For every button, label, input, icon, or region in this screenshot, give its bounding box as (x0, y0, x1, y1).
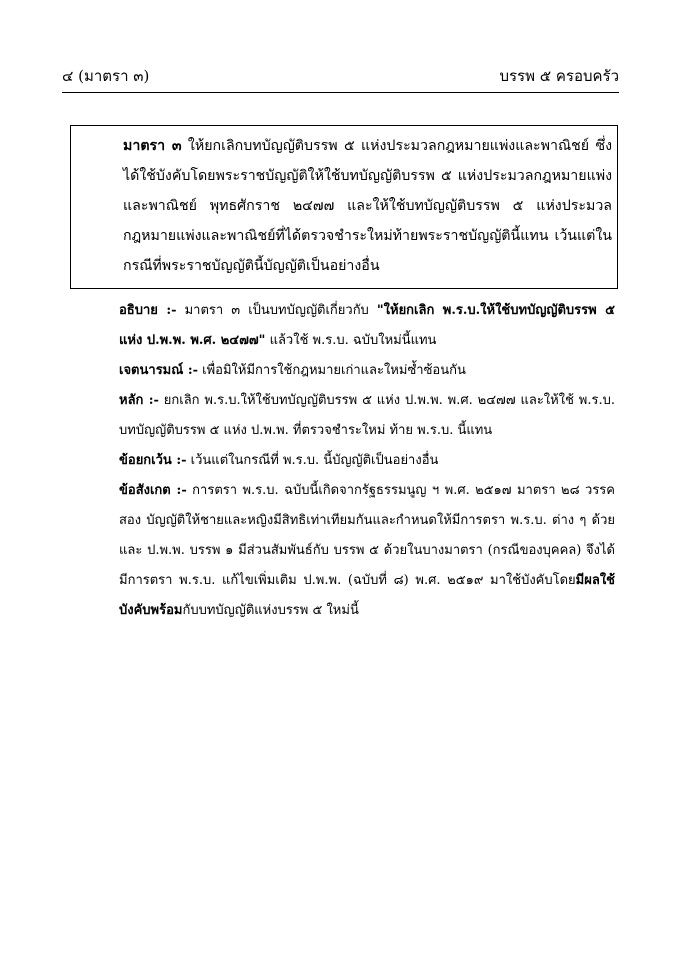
explanation-text: มาตรา ๓ เป็นบทบัญญัติเกี่ยวกับ (176, 303, 377, 318)
page-number-section: ๔ (มาตรา ๓) (62, 67, 150, 85)
commentary (77, 296, 615, 626)
principle-text: ยกเลิก พ.ร.บ.ให้ใช้บทบัญญัติบรรพ ๕ แห่ง ป.พ.พ. พ.ศ. ๒๔๗๗ และให้ใช้ พ.ร.บ. บทบัญญัติบรรพ ๕ แห่ง ป.พ.พ. ที่ตรวจชำระใหม่ ท้าย พ.ร.บ. นี้แทน (119, 393, 615, 438)
intent-label: เจตนารมณ์ :- (119, 363, 199, 378)
observation-paragraph (77, 476, 615, 626)
page-header (62, 62, 619, 93)
explanation-label: อธิบาย :- (119, 303, 177, 318)
section-label: มาตรา ๓ (123, 138, 182, 154)
exception-label: ข้อยกเว้น :- (119, 453, 187, 468)
principle-paragraph (77, 386, 615, 446)
explanation-paragraph (77, 296, 615, 356)
principle-label: หลัก :- (119, 393, 159, 408)
intent-paragraph (77, 356, 615, 386)
explanation-quote: "ให้ยกเลิก พ.ร.บ.ให้ใช้บทบัญญัติบรรพ ๕ แห่ง ป.พ.พ. พ.ศ. ๒๔๗๗" (119, 303, 615, 348)
exception-paragraph (77, 446, 615, 476)
exception-text: เว้นแต่ในกรณีที่ พ.ร.บ. นี้บัญญัติเป็นอย่างอื่น (186, 453, 439, 468)
observation-label: ข้อสังเกต :- (119, 483, 187, 498)
observation-text: การตรา พ.ร.บ. ฉบับนี้เกิดจากรัฐธรรมนูญ ฯ พ.ศ. ๒๕๑๗ มาตรา ๒๘ วรรคสอง บัญญัติให้ชายและหญิงมีสิทธิเท่าเทียมกันและกำหนดให้มีการตรา พ.ร.บ. ต่าง ๆ ด้วย และ ป.พ.พ. บรรพ ๑ มีส่วนสัมพันธ์กับ บรรพ ๕ ด้วยในบางมาตรา (กรณีของบุคคล) จึงได้มีการตรา พ.ร.บ. แก้ไขเพิ่มเติม ป.พ.พ. (ฉบับที่ ๘) พ.ศ. ๒๕๑๙ มาใช้บังคับโดย (119, 483, 615, 588)
observation-tail: กับบทบัญญัติแห่งบรรพ ๕ ใหม่นี้ (182, 603, 359, 618)
chapter-title: บรรพ ๕ ครอบครัว (499, 67, 619, 85)
section-text-box (70, 125, 618, 289)
section-text: ให้ยกเลิกบทบัญญัติบรรพ ๕ แห่งประมวลกฎหมายแพ่งและพาณิชย์ ซึ่งได้ใช้บังคับโดยพระราชบัญญัติให้ใช้บทบัญญัติบรรพ ๕ แห่งประมวลกฎหมายแพ่งและพาณิชย์ พุทธศักราช ๒๔๗๗ และให้ใช้บทบัญญัติบรรพ ๕ แห่งประมวลกฎหมายแพ่งและพาณิชย์ที่ได้ตรวจชำระใหม่ท้ายพระราชบัญญัตินี้แทน เว้นแต่ในกรณีที่พระราชบัญญัตินี้บัญญัติเป็นอย่างอื่น (123, 138, 612, 274)
intent-text: เพื่อมิให้มีการใช้กฎหมายเก่าและใหม่ซ้ำซ้อนกัน (198, 363, 466, 378)
observation-bold: มีผลใช้บังคับพร้อม (119, 573, 615, 618)
explanation-tail: แล้วใช้ พ.ร.บ. ฉบับใหม่นี้แทน (265, 333, 437, 348)
